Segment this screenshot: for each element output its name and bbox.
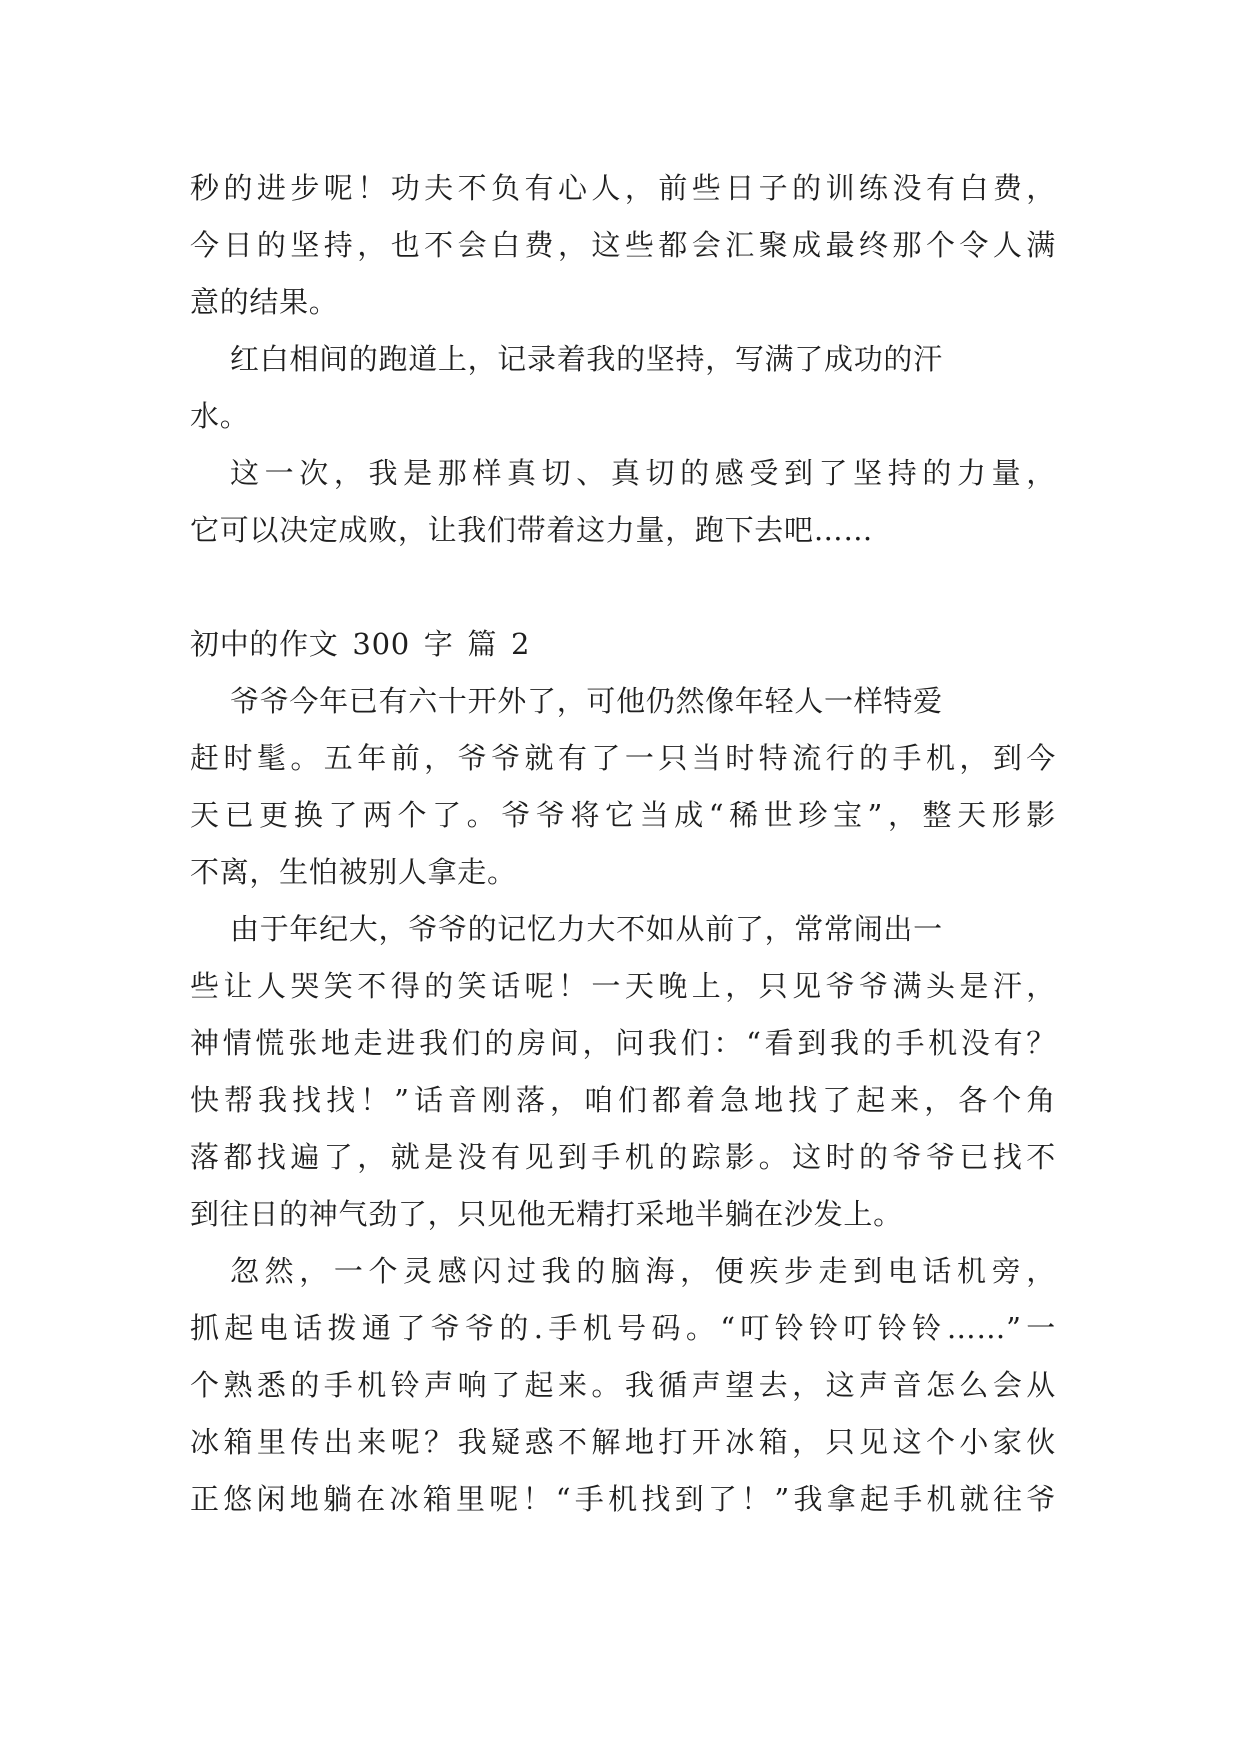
paragraph [190, 331, 1056, 445]
text-line: 到往日的神气劲了，只见他无精打采地半躺在沙发上。 [190, 1197, 903, 1231]
text-line: 抓起电话拨通了爷爷的.手机号码。“叮铃铃叮铃铃……”一 [190, 1311, 1056, 1345]
text-line: 今日的坚持，也不会白费，这些都会汇聚成最终那个令人满 [190, 228, 1056, 262]
text-line: 忽然，一个灵感闪过我的脑海，便疾步走到电话机旁， [230, 1254, 1056, 1288]
text-line: 这一次，我是那样真切、真切的感受到了坚持的力量， [230, 456, 1056, 490]
text-line: 个熟悉的手机铃声响了起来。我循声望去，这声音怎么会从 [190, 1368, 1056, 1402]
text-line: 红白相间的跑道上，记录着我的坚持，写满了成功的汗 [230, 342, 943, 376]
text-line: 由于年纪大，爷爷的记忆力大不如从前了，常常闹出一 [230, 912, 943, 946]
essay-heading: 初中的作文 300 字 篇 2 [190, 627, 531, 661]
paragraph [190, 1243, 1056, 1528]
text-line: 神情慌张地走进我们的房间，问我们：“看到我的手机没有？ [190, 1026, 1056, 1060]
text-line: 爷爷今年已有六十开外了，可他仍然像年轻人一样特爱 [230, 684, 943, 718]
paragraph [190, 673, 1056, 901]
document-page [190, 160, 1056, 1528]
text-line: 正悠闲地躺在冰箱里呢！“手机找到了！”我拿起手机就往爷 [190, 1482, 1056, 1516]
text-line: 些让人哭笑不得的笑话呢！一天晚上，只见爷爷满头是汗， [190, 969, 1056, 1003]
blank-line [190, 559, 1056, 616]
text-line: 水。 [190, 399, 250, 433]
text-line: 它可以决定成败，让我们带着这力量，跑下去吧…… [190, 513, 874, 547]
paragraph [190, 445, 1056, 559]
text-line: 不离，生怕被别人拿走。 [190, 855, 517, 889]
text-line: 天已更换了两个了。爷爷将它当成“稀世珍宝”，整天形影 [190, 798, 1056, 832]
text-line: 落都找遍了，就是没有见到手机的踪影。这时的爷爷已找不 [190, 1140, 1056, 1174]
text-line: 秒的进步呢！功夫不负有心人，前些日子的训练没有白费， [190, 171, 1056, 205]
text-line: 赶时髦。五年前，爷爷就有了一只当时特流行的手机，到今 [190, 741, 1056, 775]
text-line: 冰箱里传出来呢？我疑惑不解地打开冰箱，只见这个小家伙 [190, 1425, 1056, 1459]
paragraph [190, 160, 1056, 331]
text-line: 快帮我找找！”话音刚落，咱们都着急地找了起来，各个角 [190, 1083, 1056, 1117]
paragraph [190, 901, 1056, 1243]
text-line: 意的结果。 [190, 285, 339, 319]
